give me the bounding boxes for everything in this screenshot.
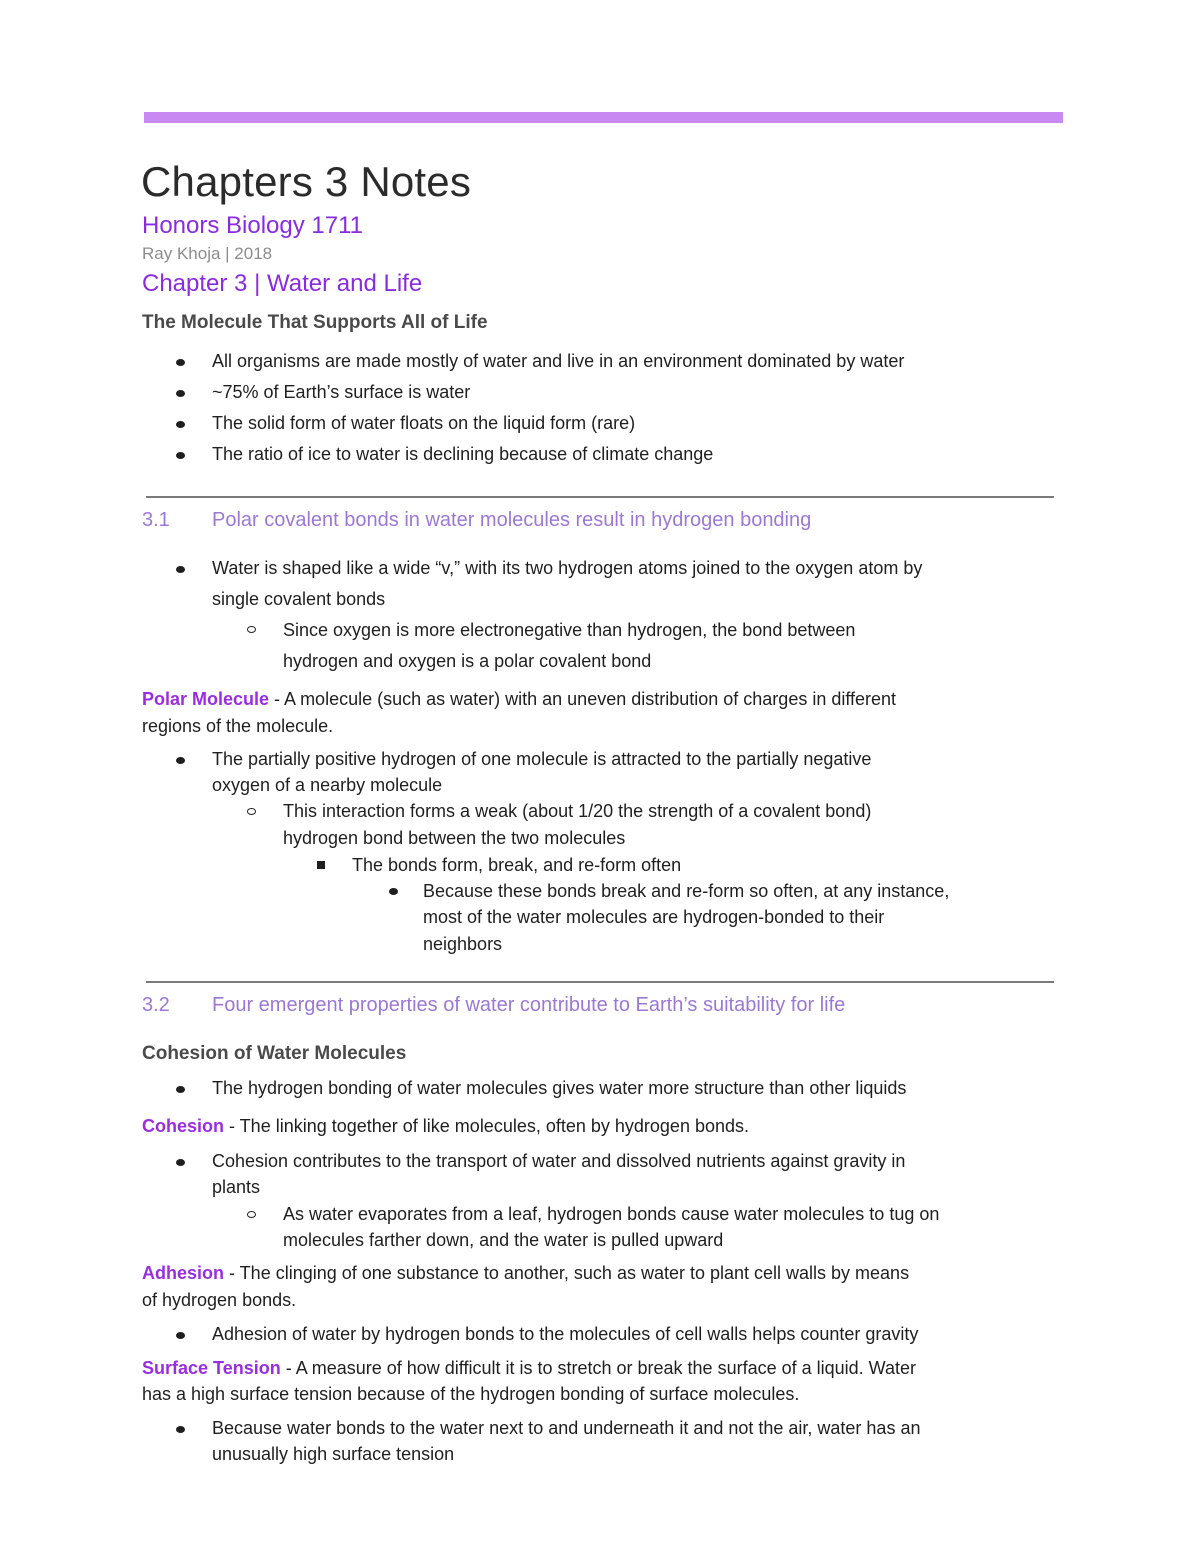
list-item: The partially positive hydrogen of one molecule is attracted to the partially negative bbox=[212, 749, 872, 769]
bullet-icon bbox=[176, 566, 185, 573]
bullet-icon bbox=[176, 1086, 185, 1093]
sub-sub-list-item: The bonds form, break, and re-form often bbox=[352, 855, 682, 875]
list-item: Adhesion of water by hydrogen bonds to the molecules of cell walls helps counter gravity bbox=[212, 1324, 919, 1344]
definition-text: - A measure of how difficult it is to stretch or break the surface of a liquid. Water bbox=[280, 1358, 916, 1378]
sub-list-item: As water evaporates from a leaf, hydrogen bonds cause water molecules to tug on bbox=[283, 1204, 940, 1224]
cohesion-heading: Cohesion of Water Molecules bbox=[142, 1043, 407, 1064]
sub-list-item-continuation: hydrogen bond between the two molecules bbox=[283, 828, 626, 848]
list-item-continuation: plants bbox=[212, 1177, 261, 1197]
term-cohesion: Cohesion bbox=[142, 1116, 225, 1136]
definition-continuation: has a high surface tension because of the hydrogen bonding of surface molecules. bbox=[142, 1384, 800, 1404]
course-subtitle: Honors Biology 1711 bbox=[142, 212, 364, 239]
intro-heading: The Molecule That Supports All of Life bbox=[142, 312, 488, 333]
author-line: Ray Khoja | 2018 bbox=[142, 244, 273, 263]
section-title: Polar covalent bonds in water molecules result in hydrogen bonding bbox=[212, 509, 812, 531]
list-item-continuation: single covalent bonds bbox=[212, 589, 386, 609]
sub-list-item-continuation: hydrogen and oxygen is a polar covalent bond bbox=[283, 651, 652, 671]
bullet-icon bbox=[176, 1159, 185, 1166]
list-item: The hydrogen bonding of water molecules gives water more structure than other liquids bbox=[212, 1078, 907, 1098]
bullet-icon bbox=[389, 888, 398, 895]
list-item: Cohesion contributes to the transport of water and dissolved nutrients against gravity in bbox=[212, 1151, 906, 1171]
bullet-icon bbox=[176, 757, 185, 764]
sub-sub-sub-list-item-continuation: most of the water molecules are hydrogen-bonded to their bbox=[423, 907, 885, 927]
bullet-icon bbox=[176, 421, 185, 428]
page-title: Chapters 3 Notes bbox=[141, 158, 472, 205]
term-polar-molecule: Polar Molecule bbox=[142, 689, 270, 709]
bullet-icon bbox=[176, 390, 185, 397]
bullet-icon bbox=[176, 1332, 185, 1339]
list-item: The ratio of ice to water is declining because of climate change bbox=[212, 444, 714, 464]
section-divider bbox=[146, 981, 1054, 983]
definition-continuation: regions of the molecule. bbox=[142, 716, 334, 736]
definition-text: - The clinging of one substance to another, such as water to plant cell walls by means bbox=[224, 1263, 910, 1283]
definition-adhesion bbox=[142, 1263, 909, 1284]
sub-list-item: This interaction forms a weak (about 1/20 the strength of a covalent bond) bbox=[283, 801, 872, 821]
sub-bullet-icon bbox=[247, 626, 256, 633]
definition-continuation: of hydrogen bonds. bbox=[142, 1290, 297, 1310]
header-accent-bar bbox=[144, 112, 1063, 123]
sub-bullet-icon bbox=[247, 808, 256, 815]
list-item: All organisms are made mostly of water and live in an environment dominated by water bbox=[212, 351, 905, 371]
term-surface-tension: Surface Tension bbox=[142, 1358, 281, 1378]
bullet-icon bbox=[176, 452, 185, 459]
list-item: The solid form of water floats on the liquid form (rare) bbox=[212, 413, 636, 433]
section-title: Four emergent properties of water contribute to Earth’s suitability for life bbox=[212, 994, 846, 1016]
section-number: 3.1 bbox=[142, 509, 170, 531]
sub-bullet-icon bbox=[247, 1211, 256, 1218]
sub-list-item: Since oxygen is more electronegative than hydrogen, the bond between bbox=[283, 620, 856, 640]
definition-text: - The linking together of like molecules, often by hydrogen bonds. bbox=[224, 1116, 749, 1136]
list-item: ~75% of Earth’s surface is water bbox=[212, 382, 471, 402]
chapter-heading: Chapter 3 | Water and Life bbox=[142, 270, 423, 297]
list-item-continuation: oxygen of a nearby molecule bbox=[212, 775, 443, 795]
list-item: Water is shaped like a wide “v,” with its two hydrogen atoms joined to the oxygen atom by bbox=[212, 558, 923, 578]
list-item: Because water bonds to the water next to and underneath it and not the air, water has an bbox=[212, 1418, 921, 1438]
section-number: 3.2 bbox=[142, 994, 170, 1016]
sub-list-item-continuation: molecules farther down, and the water is pulled upward bbox=[283, 1230, 724, 1250]
sub-sub-sub-list-item-continuation: neighbors bbox=[423, 934, 503, 954]
section-divider bbox=[146, 496, 1054, 498]
definition-surface-tension bbox=[142, 1358, 916, 1379]
term-adhesion: Adhesion bbox=[142, 1263, 225, 1283]
bullet-icon bbox=[176, 1426, 185, 1433]
definition-text: - A molecule (such as water) with an uneven distribution of charges in different bbox=[269, 689, 897, 709]
list-item-continuation: unusually high surface tension bbox=[212, 1444, 455, 1464]
definition-polar-molecule bbox=[142, 689, 896, 710]
sub-sub-sub-list-item: Because these bonds break and re-form so often, at any instance, bbox=[423, 881, 950, 901]
bullet-icon bbox=[176, 359, 185, 366]
square-bullet-icon bbox=[317, 861, 325, 869]
definition-cohesion bbox=[142, 1116, 749, 1137]
